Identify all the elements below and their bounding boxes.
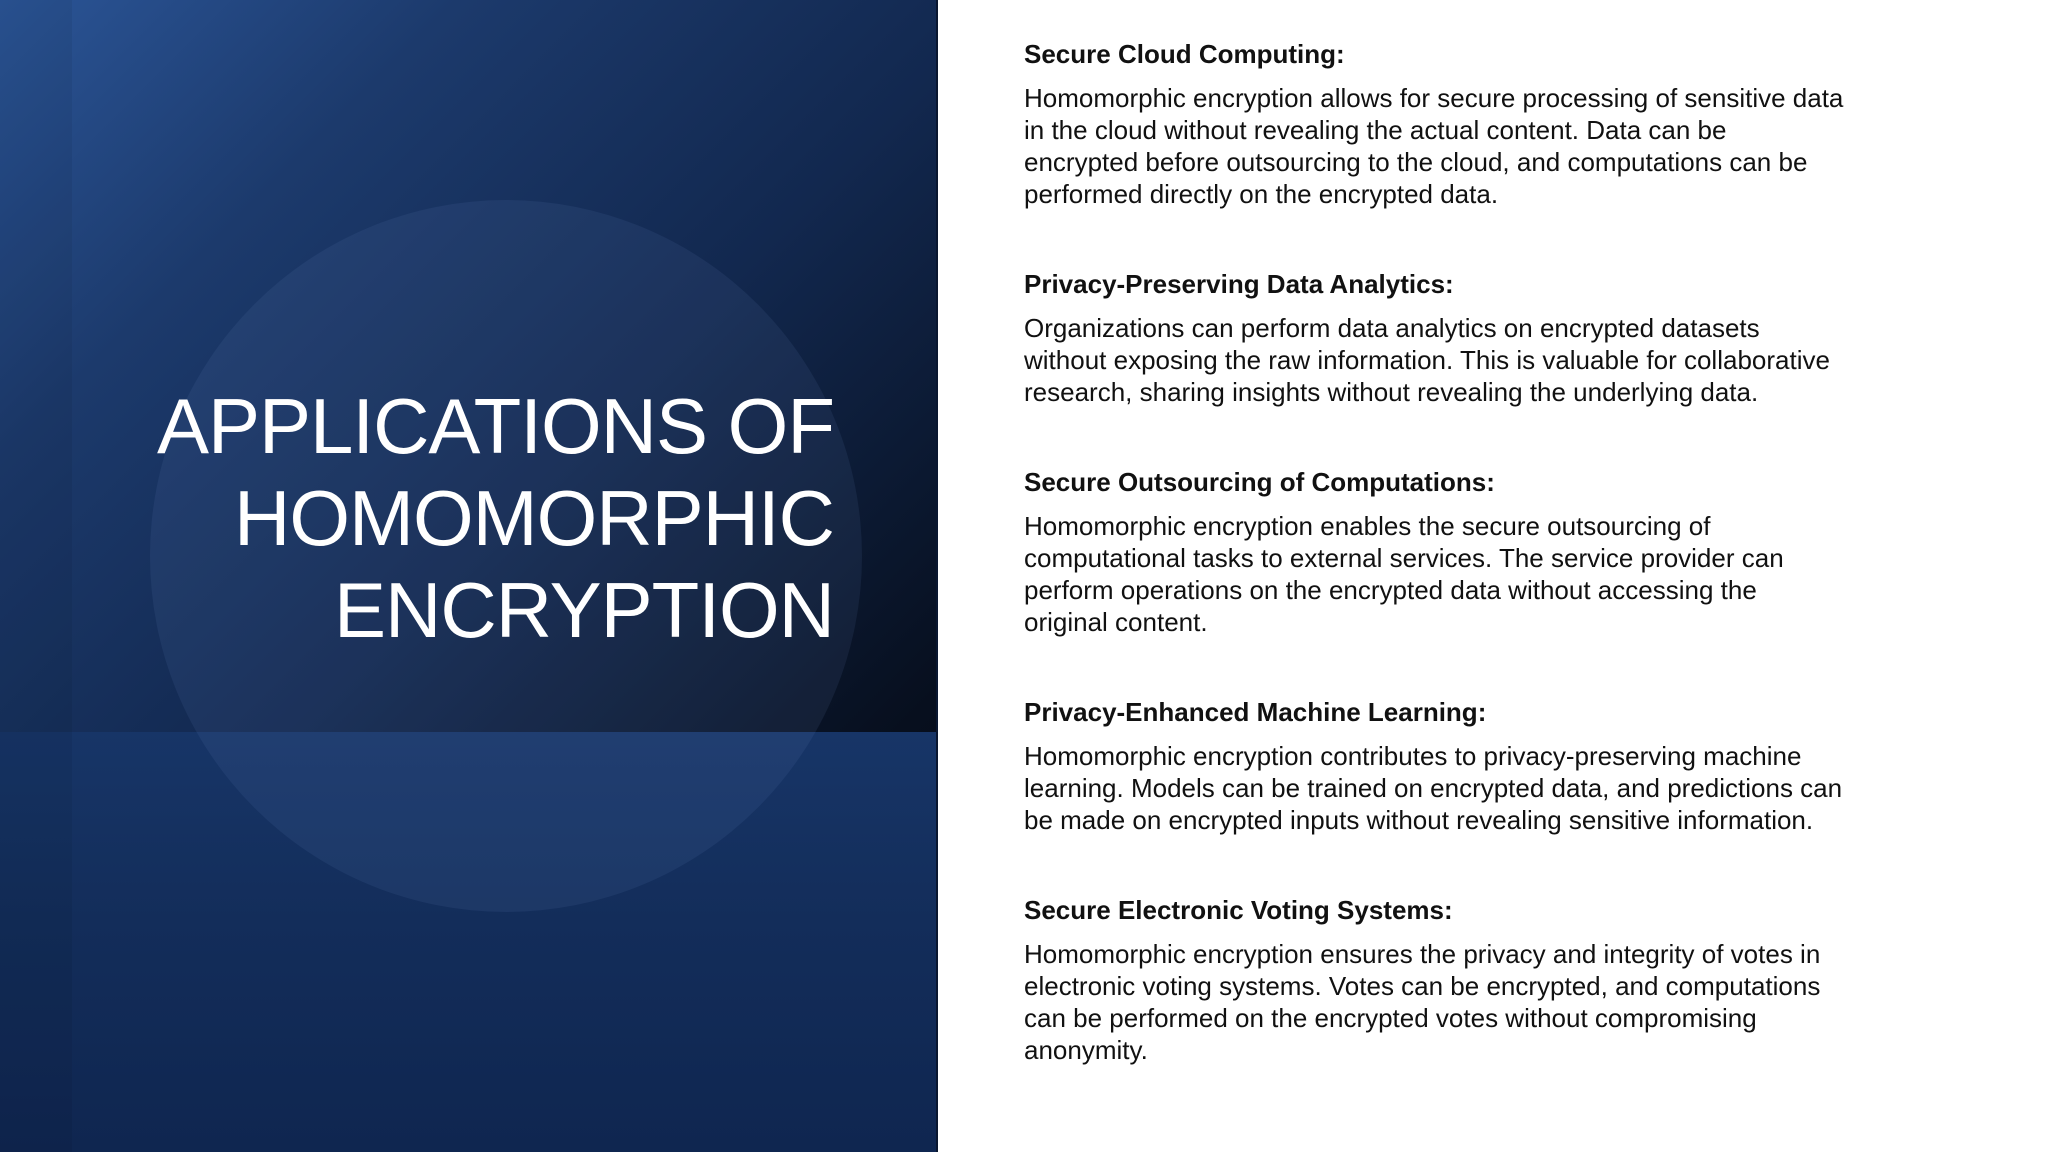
panel-side-strip — [0, 0, 72, 1152]
list-item — [1024, 892, 1844, 1066]
list-item — [1024, 464, 1844, 638]
list-item — [1024, 36, 1844, 210]
list-item — [1024, 694, 1844, 836]
title-panel — [0, 0, 938, 1152]
item-heading: Privacy-Enhanced Machine Learning: — [1024, 697, 1487, 727]
title-line-2: HOMOMORPHIC — [234, 474, 834, 562]
list-item — [1024, 266, 1844, 408]
slide-title — [120, 380, 834, 656]
item-text: Organizations can perform data analytics on encrypted datasets without exposing the raw information. This is valuable for collaborative research, sharing insights without revealing the underlying data. — [1024, 313, 1830, 407]
item-heading: Secure Electronic Voting Systems: — [1024, 895, 1453, 925]
item-heading: Privacy-Preserving Data Analytics: — [1024, 269, 1454, 299]
item-heading: Secure Cloud Computing: — [1024, 39, 1345, 69]
content-list — [1024, 36, 1844, 1122]
panel-divider — [936, 0, 938, 1152]
title-line-1: APPLICATIONS OF — [156, 382, 834, 470]
item-text: Homomorphic encryption contributes to privacy-preserving machine learning. Models can be trained on encrypted data, and predictions can be made on encrypted inputs without revealing sensitive information. — [1024, 741, 1843, 835]
item-text: Homomorphic encryption allows for secure processing of sensitive data in the cloud without revealing the actual content. Data can be encrypted before outsourcing to the cloud, and computations can be performed directly on the encrypted data. — [1024, 83, 1844, 209]
item-text: Homomorphic encryption ensures the privacy and integrity of votes in electronic voting systems. Votes can be encrypted, and computations can be performed on the encrypted votes without compromising anonymity. — [1024, 939, 1821, 1065]
item-heading: Secure Outsourcing of Computations: — [1024, 467, 1495, 497]
item-text: Homomorphic encryption enables the secure outsourcing of computational tasks to external services. The service provider can perform operations on the encrypted data without accessing the original content. — [1024, 511, 1784, 637]
title-line-3: ENCRYPTION — [334, 566, 834, 654]
